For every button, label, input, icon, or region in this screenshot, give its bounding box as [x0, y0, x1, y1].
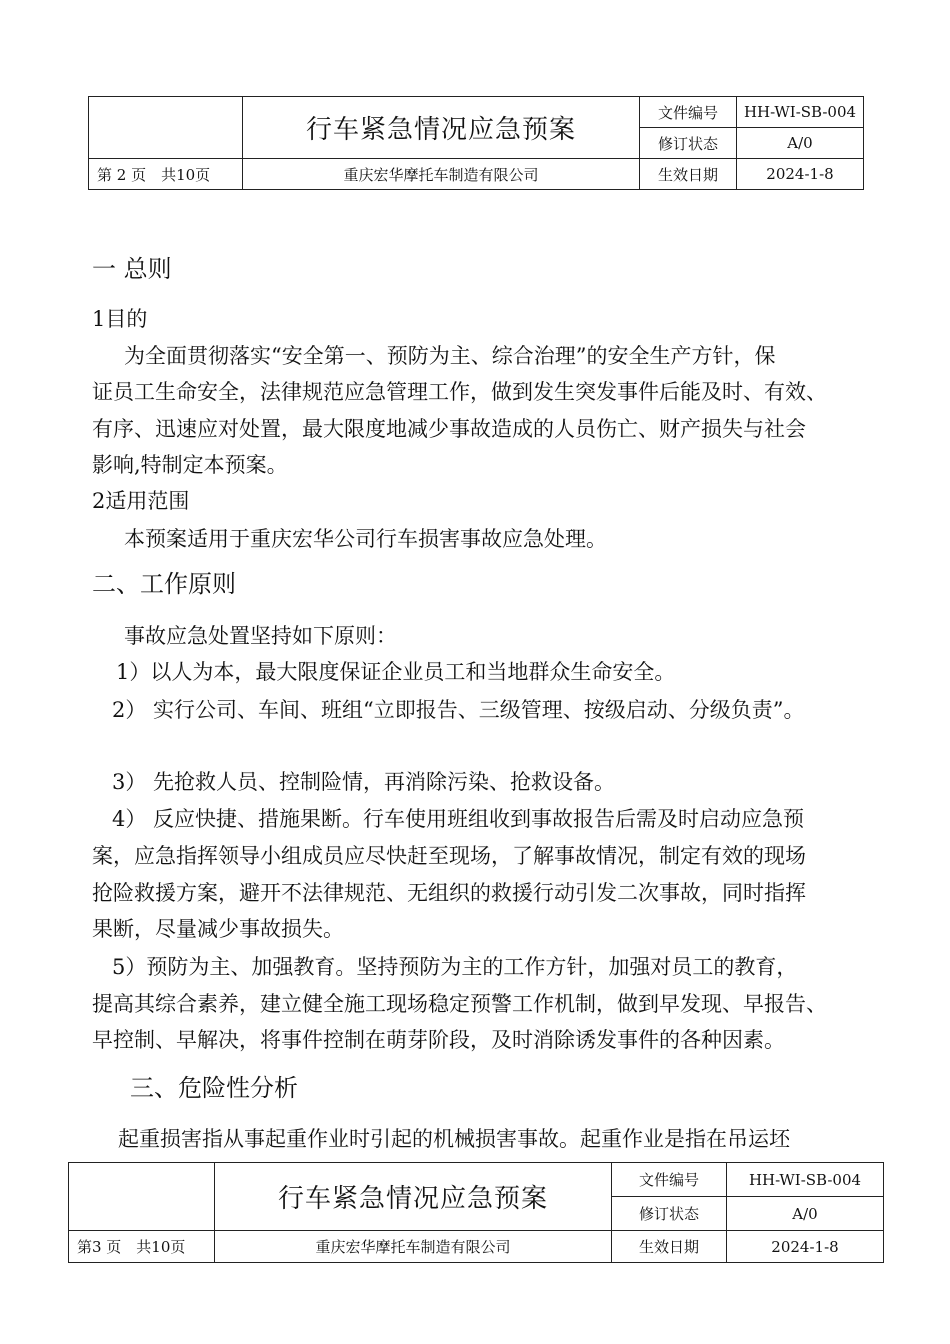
list-item: 4） 反应快捷、措施果断。行车使用班组收到事故报告后需及时启动应急预: [112, 807, 805, 831]
page-info: 第3 页 共10页: [69, 1231, 215, 1263]
effective-date: 2024-1-8: [727, 1231, 884, 1263]
document-header-bottom: [68, 1162, 884, 1263]
doc-no: HH-WI-SB-004: [737, 97, 864, 128]
list-item: 5）预防为主、加强教育。坚持预防为主的工作方针，加强对员工的教育，: [112, 955, 798, 979]
paragraph-line: 案，应急指挥领导小组成员应尽快赶至现场，了解事故情况，制定有效的现场: [92, 844, 806, 868]
company-name: 重庆宏华摩托车制造有限公司: [243, 159, 640, 190]
document-title: 行车紧急情况应急预案: [215, 1163, 612, 1231]
paragraph-line: 起重损害指从事起重作业时引起的机械损害事故。起重作业是指在吊运坯: [118, 1127, 790, 1151]
document-header-top: [88, 96, 864, 190]
paragraph-line: 事故应急处置坚持如下原则：: [124, 624, 397, 648]
section-heading-general: 一 总则: [92, 255, 172, 283]
paragraph-line: 抢险救援方案，避开不法律规范、无组织的救援行动引发二次事故，同时指挥: [92, 881, 806, 905]
doc-no-label: 文件编号: [640, 97, 737, 128]
subsection-title-scope: 2适用范围: [92, 489, 190, 513]
doc-no-label: 文件编号: [612, 1163, 727, 1197]
paragraph-line: 影响,特制定本预案。: [92, 453, 288, 477]
effective-label: 生效日期: [640, 159, 737, 190]
paragraph-line: 本预案适用于重庆宏华公司行车损害事故应急处理。: [124, 527, 607, 551]
revision-label: 修订状态: [640, 128, 737, 159]
list-item: 2） 实行公司、车间、班组“立即报告、三级管理、按级启动、分级负责”。: [112, 698, 805, 722]
paragraph-line: 有序、迅速应对处置，最大限度地减少事故造成的人员伤亡、财产损失与社会: [92, 417, 806, 441]
revision-value: A/0: [737, 128, 864, 159]
paragraph-line: 为全面贯彻落实“安全第一、预防为主、综合治理”的安全生产方针，保: [124, 344, 776, 368]
revision-value: A/0: [727, 1197, 884, 1231]
header-blank-cell: [69, 1163, 215, 1231]
document-title: 行车紧急情况应急预案: [243, 97, 640, 159]
section-heading-principles: 二、工作原则: [92, 570, 236, 598]
section-heading-hazard: 三、危险性分析: [130, 1074, 298, 1102]
page-info: 第 2 页 共10页: [89, 159, 243, 190]
paragraph-line: 提高其综合素养，建立健全施工现场稳定预警工作机制，做到早发现、早报告、: [92, 992, 827, 1016]
list-item: 1）以人为本，最大限度保证企业员工和当地群众生命安全。: [116, 660, 676, 684]
revision-label: 修订状态: [612, 1197, 727, 1231]
effective-date: 2024-1-8: [737, 159, 864, 190]
subsection-title-purpose: 1目的: [92, 307, 148, 331]
company-name: 重庆宏华摩托车制造有限公司: [215, 1231, 612, 1263]
effective-label: 生效日期: [612, 1231, 727, 1263]
list-item: 3） 先抢救人员、控制险情，再消除污染、抢救设备。: [112, 770, 616, 794]
doc-no: HH-WI-SB-004: [727, 1163, 884, 1197]
paragraph-line: 证员工生命安全，法律规范应急管理工作，做到发生突发事件后能及时、有效、: [92, 380, 827, 404]
header-blank-cell: [89, 97, 243, 159]
paragraph-line: 早控制、早解决，将事件控制在萌芽阶段，及时消除诱发事件的各种因素。: [92, 1028, 785, 1052]
paragraph-line: 果断，尽量减少事故损失。: [92, 917, 344, 941]
